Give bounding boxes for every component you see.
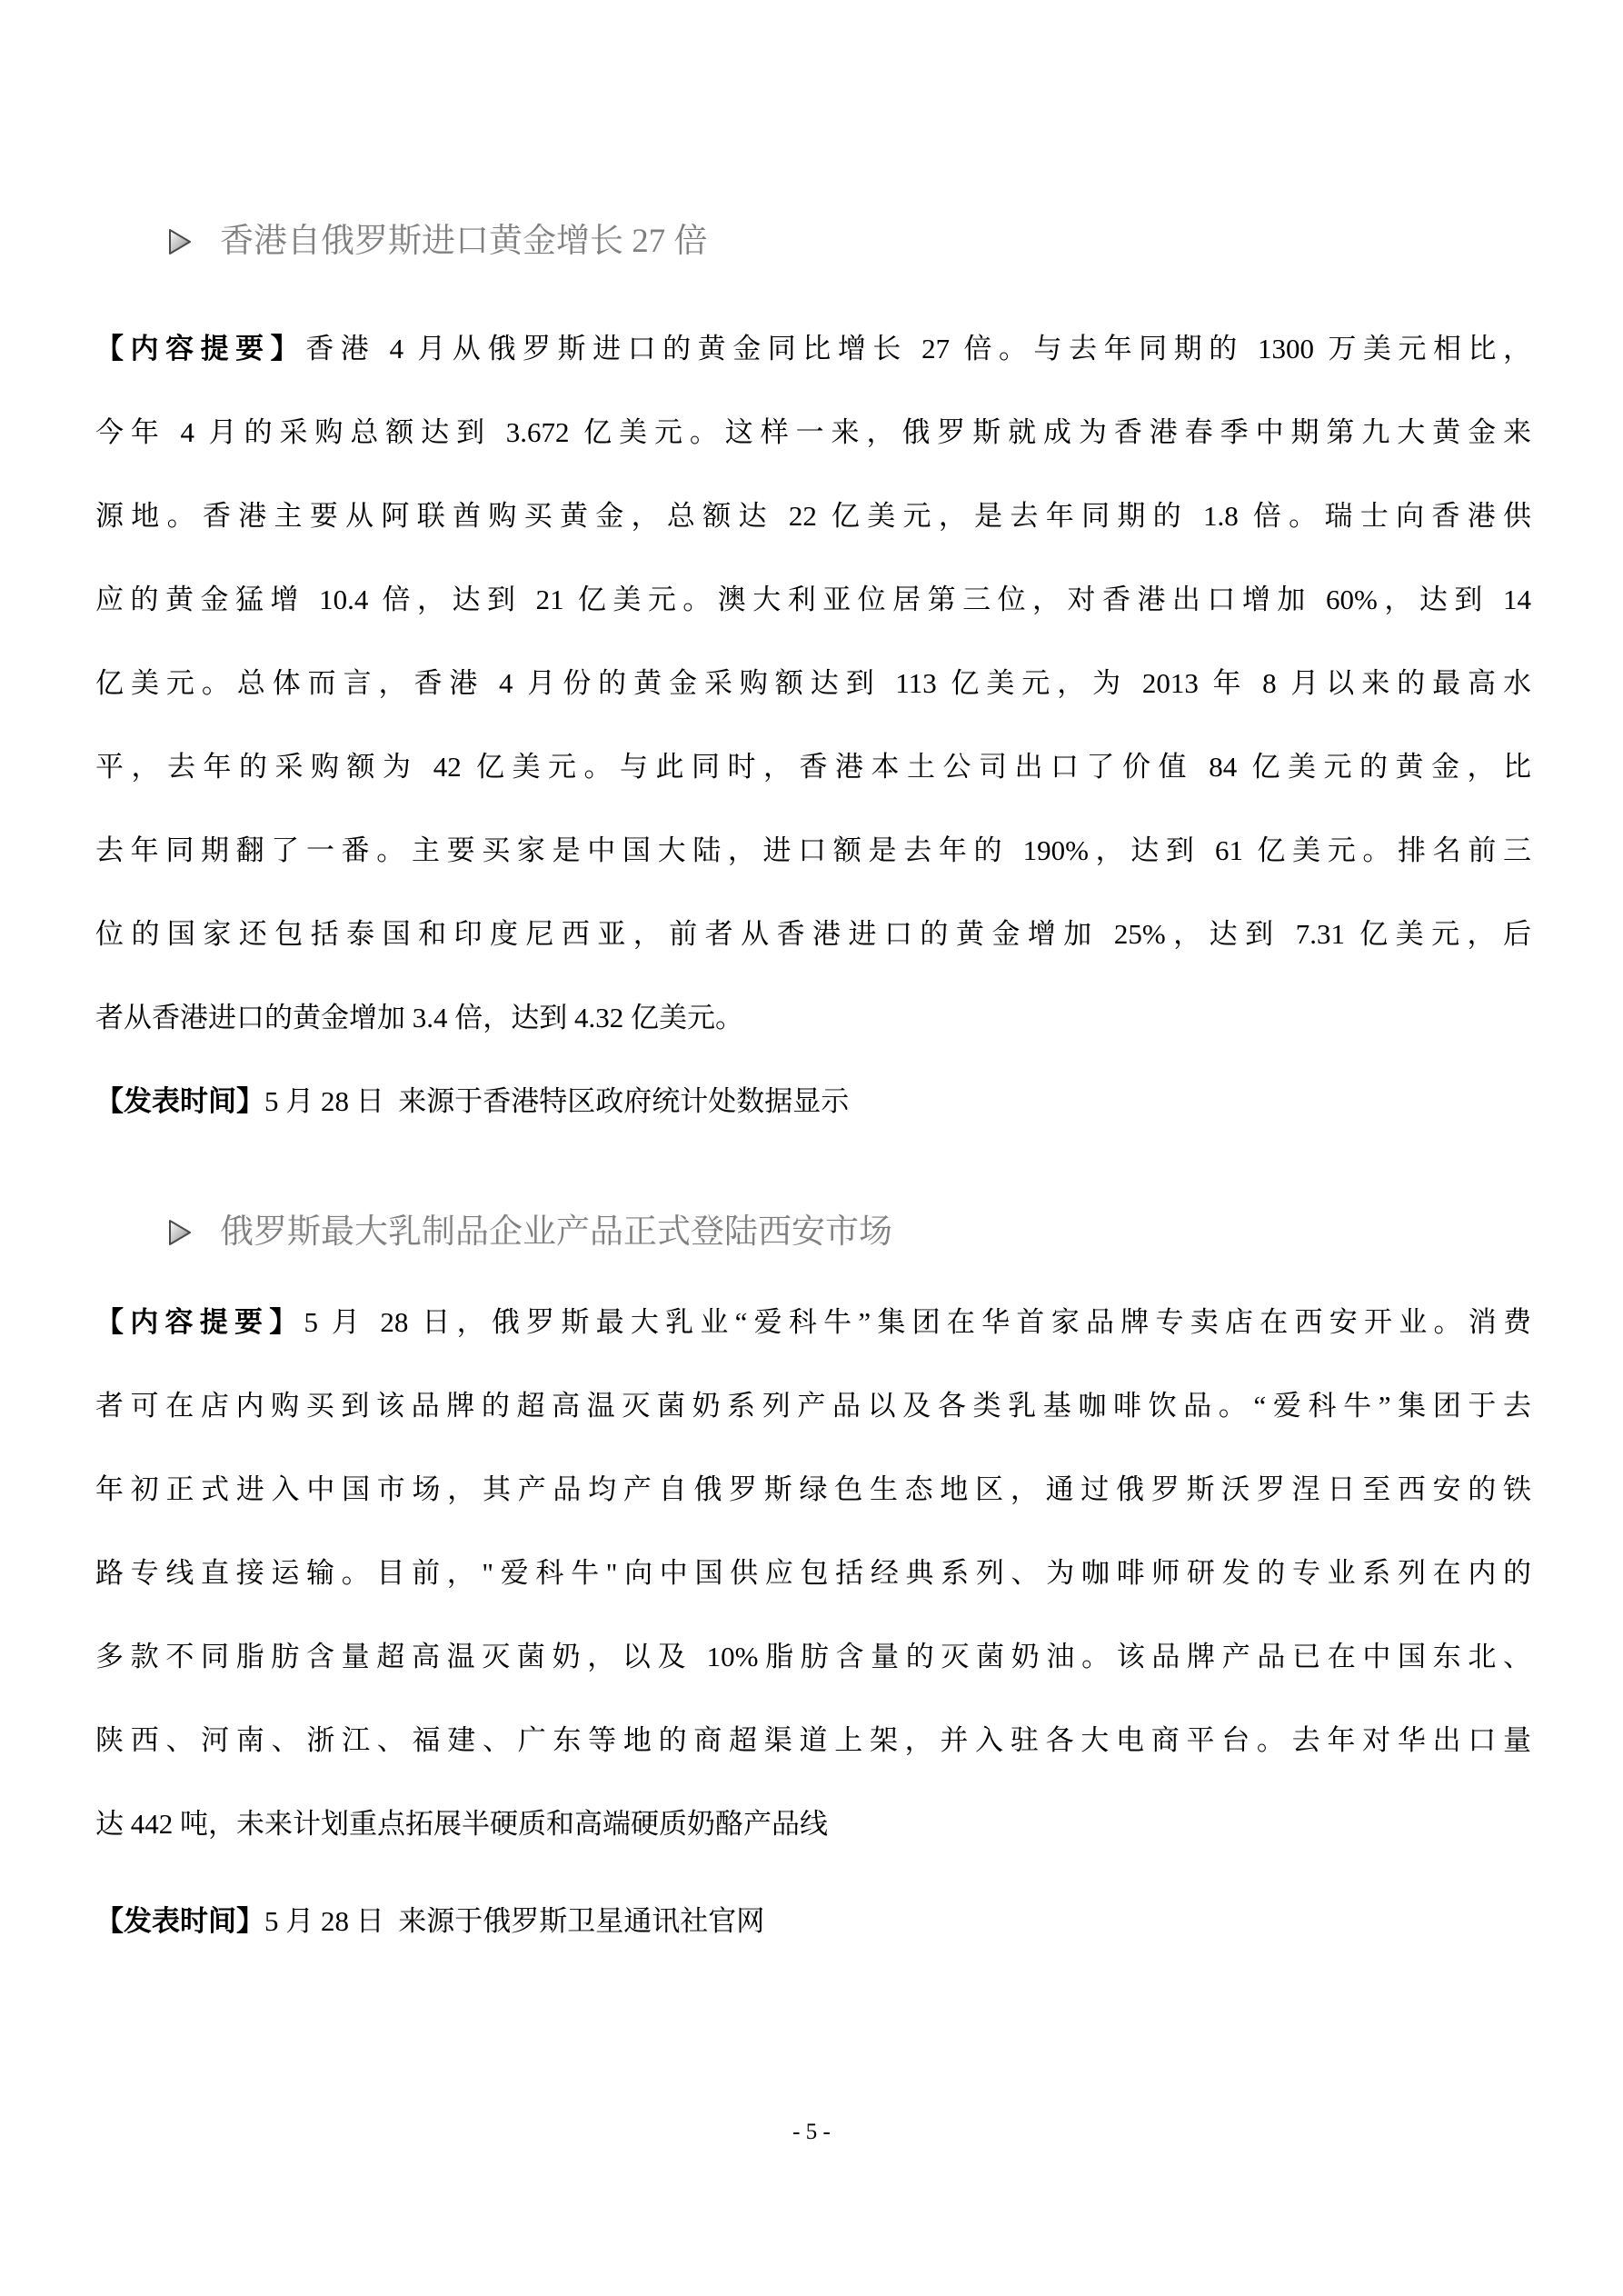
- paragraph-line: [95, 1281, 1531, 1364]
- summary-label: 【内容提要】: [95, 333, 306, 364]
- section-2-heading-text: 俄罗斯最大乳制品企业产品正式登陆西安市场: [220, 1213, 892, 1251]
- section-1-heading: [168, 216, 1531, 267]
- section-2-publish-line: [95, 1880, 1531, 1963]
- section-2-summary-paragraph: [95, 1281, 1531, 1866]
- paragraph-line: 多款不同脂肪含量超高温灭菌奶，以及 10%脂肪含量的灭菌奶油。该品牌产品已在中国东北、: [95, 1641, 1531, 1672]
- paragraph-line: 源地。香港主要从阿联酋购买黄金，总额达 22 亿美元，是去年同期的 1.8 倍。瑞士向香港供: [95, 500, 1531, 532]
- paragraph-line: [95, 307, 1531, 391]
- paragraph-line: 应的黄金猛增 10.4 倍，达到 21 亿美元。澳大利亚位居第三位，对香港出口增加 60%，达到 14: [95, 584, 1531, 615]
- publish-text: 5 月 28 日 来源于香港特区政府统计处数据显示: [264, 1085, 850, 1117]
- publish-label: 【发表时间】: [95, 1085, 264, 1117]
- paragraph-line: 平，去年的采购额为 42 亿美元。与此同时，香港本土公司出口了价值 84 亿美元的黄金，比: [95, 751, 1531, 783]
- arrow-bullet-icon: [168, 1218, 193, 1247]
- paragraph-line: 路专线直接运输。目前，"爱科牛"向中国供应包括经典系列、为咖啡师研发的专业系列在内的: [95, 1557, 1531, 1589]
- paragraph-line: 者从香港进口的黄金增加 3.4 倍，达到 4.32 亿美元。: [95, 1002, 743, 1033]
- paragraph-line: 陕西、河南、浙江、福建、广东等地的商超渠道上架，并入驻各大电商平台。去年对华出口量: [95, 1724, 1531, 1756]
- section-1-summary-paragraph: [95, 307, 1531, 1060]
- page-content: [95, 0, 1531, 1963]
- section-1-heading-text: 香港自俄罗斯进口黄金增长 27 倍: [220, 223, 708, 260]
- paragraph-line: 达 442 吨，未来计划重点拓展半硬质和高端硬质奶酪产品线: [95, 1808, 828, 1840]
- paragraph-line: 去年同期翻了一番。主要买家是中国大陆，进口额是去年的 190%，达到 61 亿美元。排名前三: [95, 834, 1531, 866]
- arrow-bullet-icon: [168, 227, 193, 256]
- paragraph-line-text: 香港 4 月从俄罗斯进口的黄金同比增长 27 倍。与去年同期的 1300 万美元相比，: [305, 333, 1532, 364]
- paragraph-line: 年初正式进入中国市场，其产品均产自俄罗斯绿色生态地区，通过俄罗斯沃罗涅日至西安的铁: [95, 1473, 1531, 1505]
- section-1-publish-line: [95, 1060, 1531, 1143]
- summary-label: 【内容提要】: [95, 1306, 304, 1338]
- publish-text: 5 月 28 日 来源于俄罗斯卫星通讯社官网: [264, 1905, 765, 1937]
- page-number: - 5 -: [792, 2120, 831, 2144]
- paragraph-line: 亿美元。总体而言，香港 4 月份的黄金采购额达到 113 亿美元，为 2013 年 8 月以来的最高水: [95, 667, 1531, 699]
- paragraph-line: 今年 4 月的采购总额达到 3.672 亿美元。这样一来，俄罗斯就成为香港春季中期第九大黄金来: [95, 416, 1531, 448]
- paragraph-line: 位的国家还包括泰国和印度尼西亚，前者从香港进口的黄金增加 25%，达到 7.31 亿美元，后: [95, 918, 1531, 950]
- section-2-heading: [168, 1207, 1531, 1258]
- publish-label: 【发表时间】: [95, 1905, 264, 1937]
- paragraph-line: 者可在店内购买到该品牌的超高温灭菌奶系列产品以及各类乳基咖啡饮品。“爱科牛”集团于去: [95, 1390, 1531, 1422]
- paragraph-line-text: 5 月 28 日，俄罗斯最大乳业“爱科牛”集团在华首家品牌专卖店在西安开业。消费: [304, 1306, 1532, 1338]
